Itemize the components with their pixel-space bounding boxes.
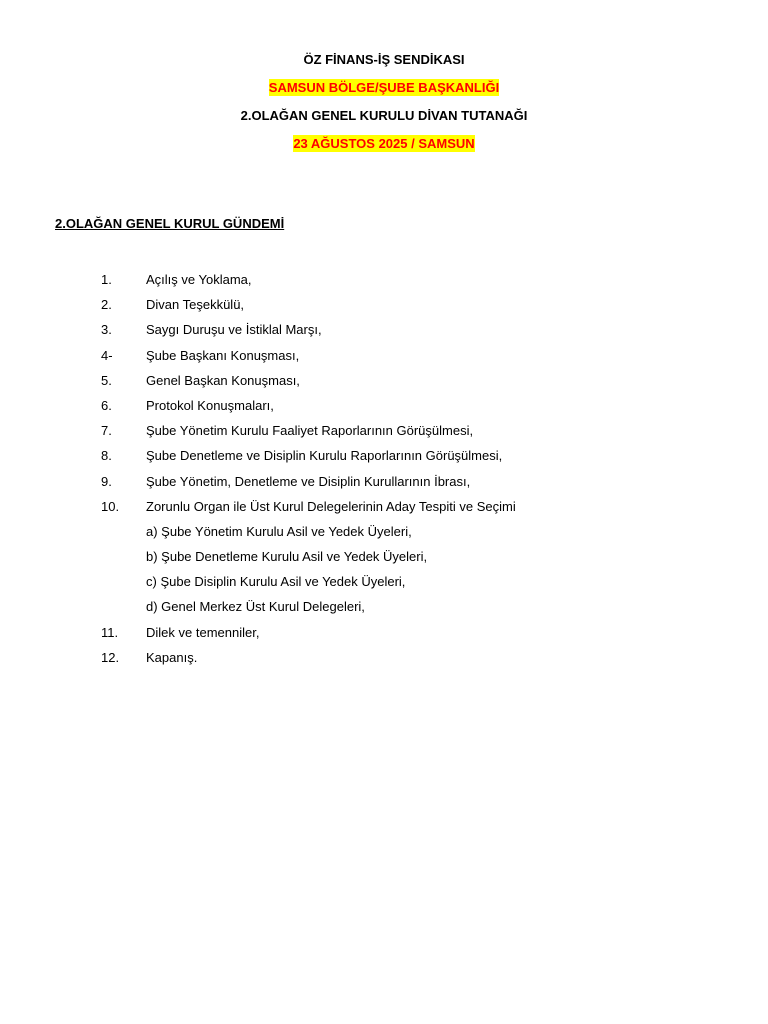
- header-line-branch: [0, 78, 768, 106]
- agenda-item-number: 9.: [101, 473, 112, 489]
- agenda-item: [0, 295, 768, 320]
- agenda-item-text: Zorunlu Organ ile Üst Kurul Delegelerinin Aday Tespiti ve Seçimi: [146, 498, 516, 514]
- agenda-item-text: Şube Denetleme ve Disiplin Kurulu Raporlarının Görüşülmesi,: [146, 448, 503, 464]
- meeting-date-place: 23 AĞUSTOS 2025 / SAMSUN: [293, 136, 475, 151]
- agenda-item-number: 12.: [101, 649, 120, 665]
- agenda-item: [0, 472, 768, 497]
- header-line-meeting: [0, 106, 768, 134]
- agenda-item: [0, 648, 768, 673]
- agenda-subitem-text: c) Şube Disiplin Kurulu Asil ve Yedek Üyeleri,: [146, 574, 406, 590]
- org-name: ÖZ FİNANS-İŞ SENDİKASI: [303, 52, 465, 67]
- agenda-item-number: 10.: [101, 498, 120, 514]
- agenda-item-text: Saygı Duruşu ve İstiklal Marşı,: [146, 322, 322, 338]
- agenda-item-text: Genel Başkan Konuşması,: [146, 372, 300, 388]
- agenda-item: [0, 421, 768, 446]
- agenda-item: [0, 446, 768, 471]
- branch-name: SAMSUN BÖLGE/ŞUBE BAŞKANLIĞI: [268, 80, 500, 95]
- agenda-item: [0, 346, 768, 371]
- agenda-item-text: Şube Yönetim Kurulu Faaliyet Raporlarının Görüşülmesi,: [146, 423, 474, 439]
- agenda-item-text: Şube Yönetim, Denetleme ve Disiplin Kurullarının İbrası,: [146, 473, 471, 489]
- agenda-subitem-text: b) Şube Denetleme Kurulu Asil ve Yedek Üyeleri,: [146, 549, 428, 565]
- agenda-item-text: Şube Başkanı Konuşması,: [146, 347, 300, 363]
- agenda-item-number: 4-: [101, 347, 113, 363]
- agenda-item-number: 11.: [101, 624, 119, 640]
- agenda-item: [0, 396, 768, 421]
- agenda-item-number: 7.: [101, 423, 112, 439]
- meeting-title: 2.OLAĞAN GENEL KURULU DİVAN TUTANAĞI: [240, 108, 528, 123]
- agenda-title: 2.OLAĞAN GENEL KURUL GÜNDEMİ: [55, 216, 285, 231]
- agenda-list: [0, 270, 768, 673]
- agenda-item-number: 2.: [101, 297, 112, 313]
- agenda-item-text: Divan Teşekkülü,: [146, 297, 245, 313]
- agenda-item: [0, 371, 768, 396]
- agenda-item-text: Kapanış.: [146, 649, 198, 665]
- agenda-item-number: 6.: [101, 397, 112, 413]
- agenda-item: [0, 270, 768, 295]
- document-header: [0, 50, 768, 162]
- agenda-item-text: Protokol Konuşmaları,: [146, 397, 274, 413]
- agenda-subitem-text: d) Genel Merkez Üst Kurul Delegeleri,: [146, 599, 365, 615]
- agenda-item-number: 8.: [101, 448, 112, 464]
- agenda-item-number: 1.: [101, 272, 112, 287]
- agenda-item-text: Açılış ve Yoklama,: [146, 272, 252, 287]
- agenda-subitem: [0, 522, 768, 547]
- agenda-item: [0, 497, 768, 522]
- agenda-item-number: 5.: [101, 372, 112, 388]
- agenda-subitem: [0, 597, 768, 622]
- agenda-item: [0, 320, 768, 345]
- agenda-item-number: 3.: [101, 322, 112, 338]
- agenda-subitem-text: a) Şube Yönetim Kurulu Asil ve Yedek Üyeleri,: [146, 523, 412, 539]
- agenda-subitem: [0, 547, 768, 572]
- header-line-org: [0, 50, 768, 78]
- header-line-date: [0, 134, 768, 162]
- agenda-item: [0, 623, 768, 648]
- agenda-item-text: Dilek ve temenniler,: [146, 624, 260, 640]
- agenda-subitem: [0, 572, 768, 597]
